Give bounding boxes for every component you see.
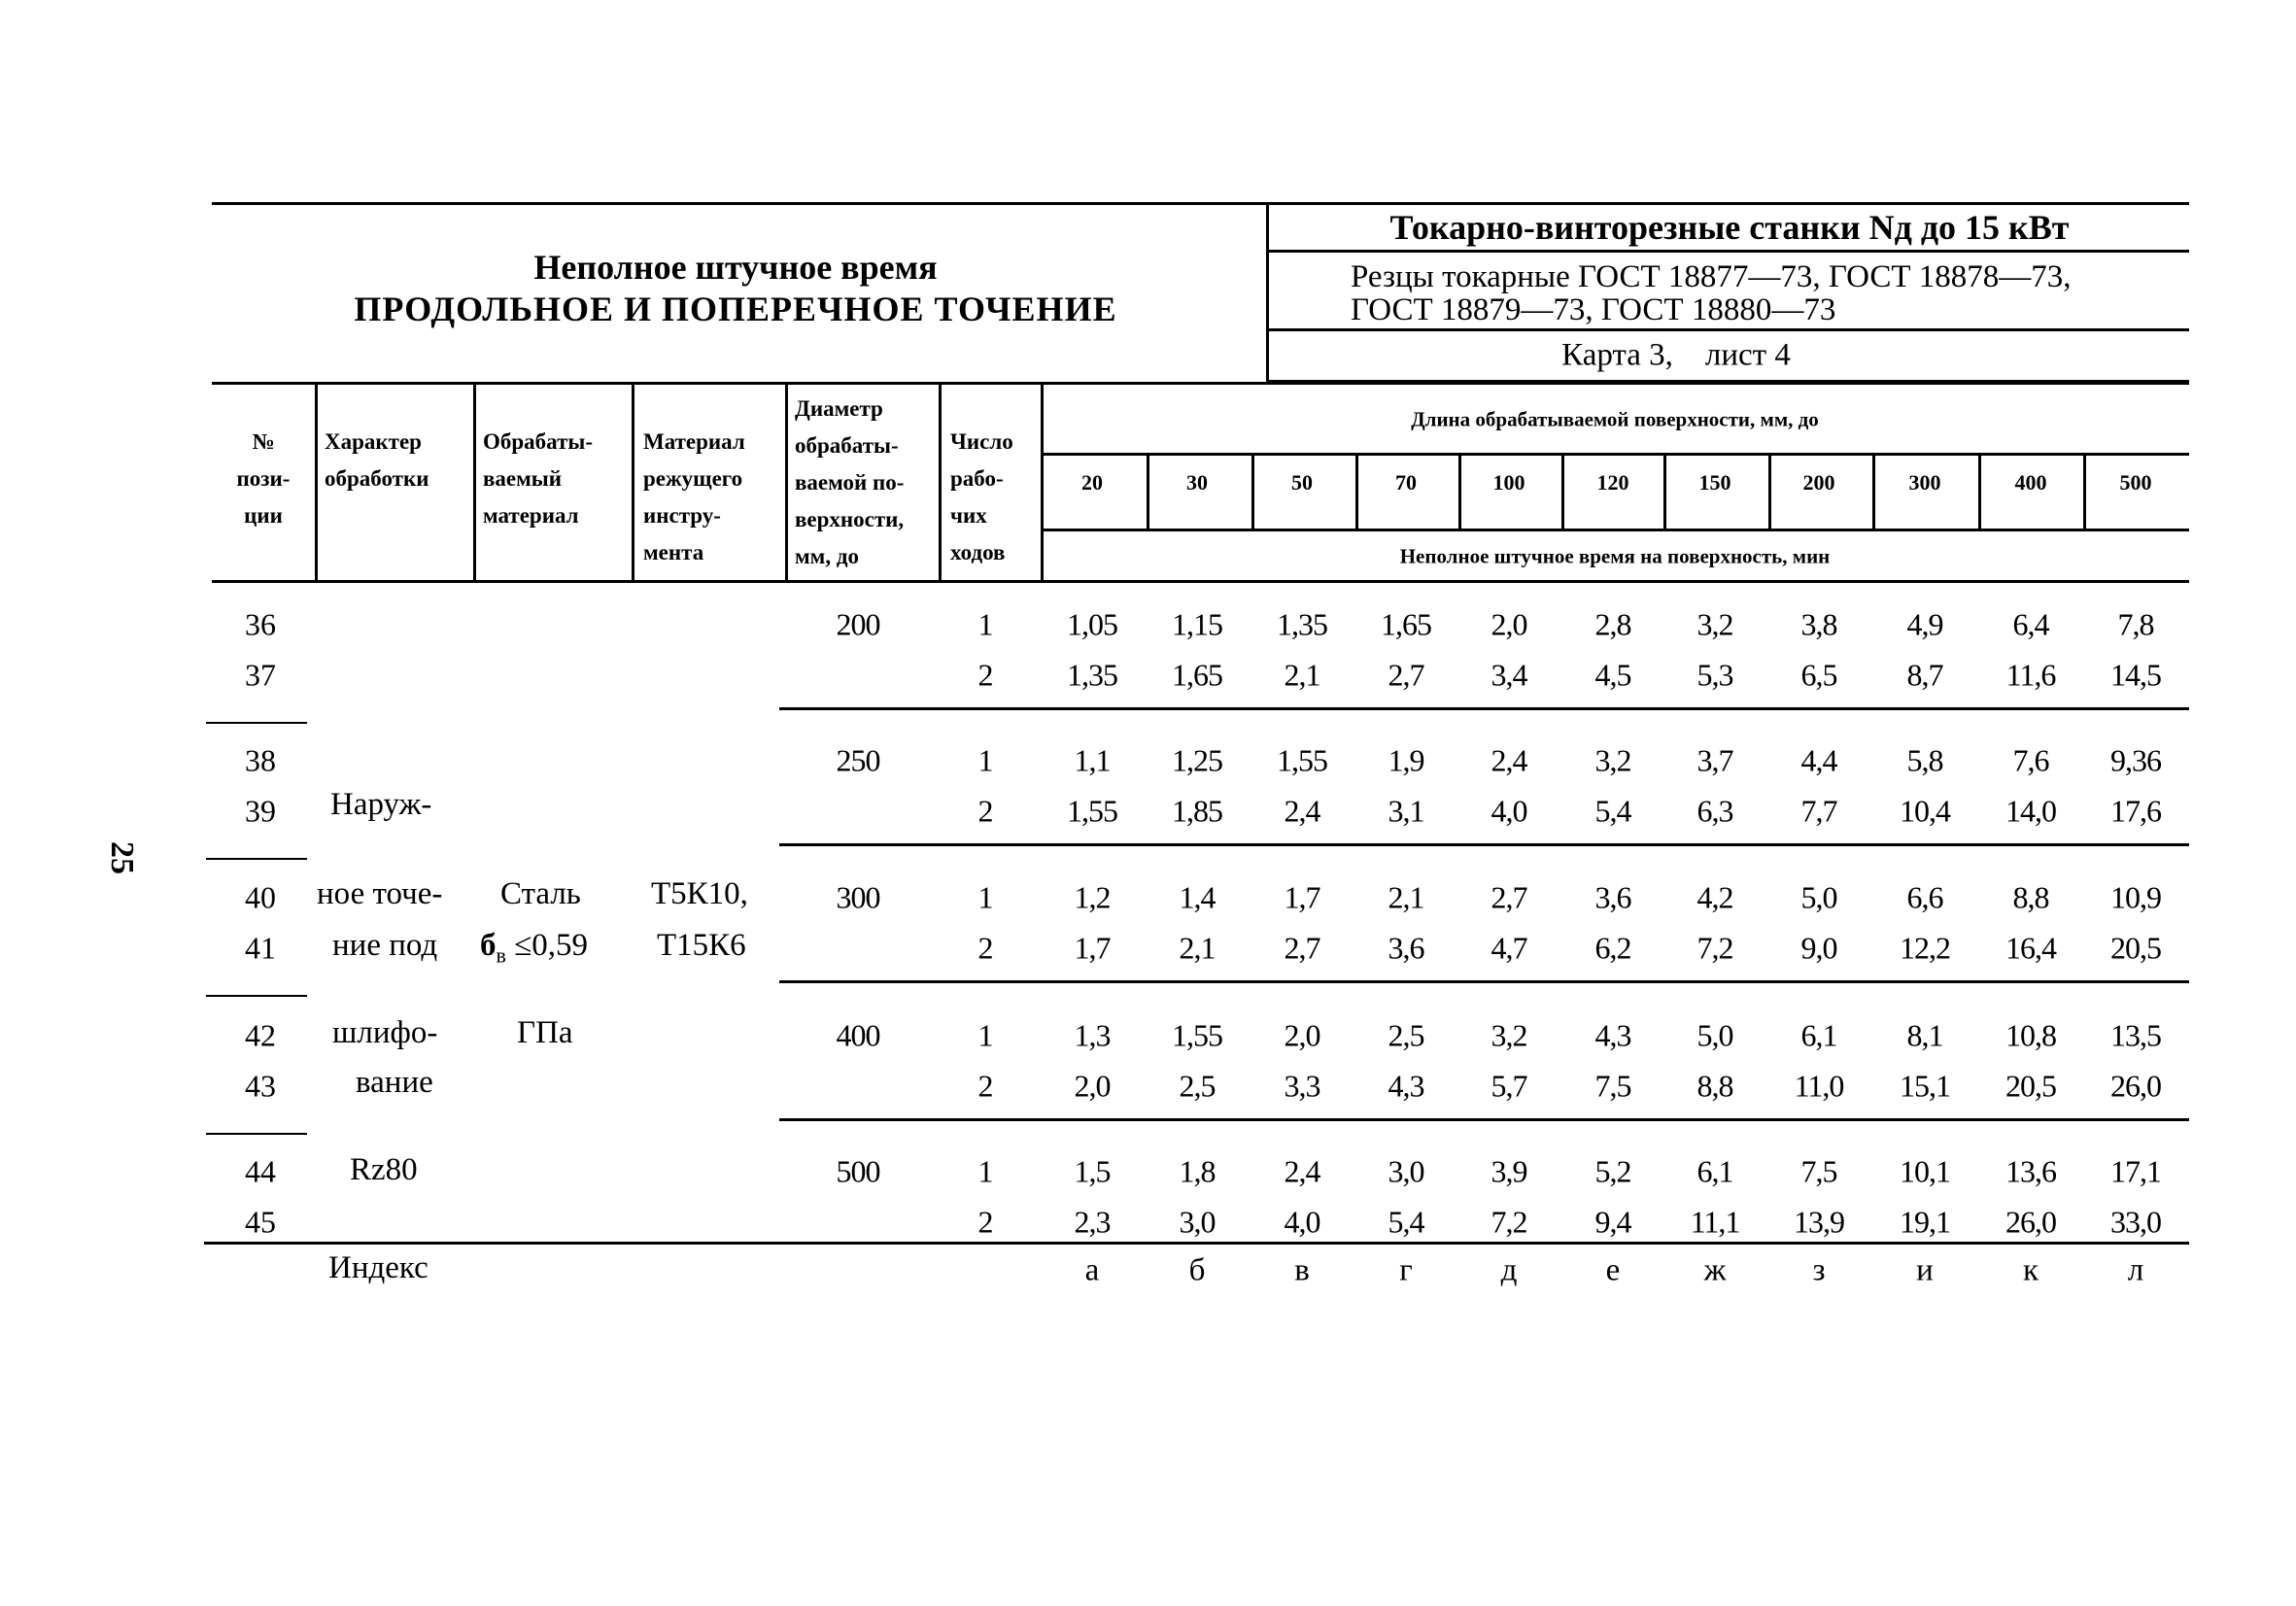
time-value-cell: 6,1	[1800, 1017, 1837, 1053]
length-col-sep	[1561, 453, 1564, 529]
length-col-sep	[1663, 453, 1666, 529]
time-value-cell: 11,0	[1794, 1068, 1844, 1104]
processing-line-1: Наруж-	[330, 787, 432, 822]
time-value-cell: 3,1	[1388, 793, 1424, 829]
time-value-cell: 20,5	[2005, 1068, 2056, 1104]
time-value-cell: 26,0	[2005, 1204, 2056, 1240]
passes-cell: 2	[977, 1068, 993, 1104]
time-value-cell: 6,6	[1906, 879, 1943, 915]
col-header-position: № пози- ции	[236, 429, 291, 528]
time-value-cell: 10,1	[1900, 1153, 1950, 1189]
title-line-2: ПРОДОЛЬНОЕ И ПОПЕРЕЧНОЕ ТОЧЕНИЕ	[354, 290, 1117, 328]
time-value-cell: 2,3	[1074, 1204, 1111, 1240]
time-value-cell: 7,7	[1800, 793, 1837, 829]
time-value-cell: 1,05	[1067, 606, 1117, 642]
index-letter: л	[2127, 1252, 2144, 1288]
material-line-2	[480, 928, 588, 969]
passes-cell: 2	[977, 1204, 993, 1240]
material-line-1: Сталь	[500, 876, 581, 911]
time-value-cell: 2,0	[1284, 1017, 1320, 1053]
length-col-sep	[1251, 453, 1254, 529]
col-header-diameter: Диаметр обрабаты- ваемой по- верхности, мм, до	[795, 396, 905, 568]
position-number: 44	[245, 1153, 276, 1189]
rule-top	[212, 202, 2189, 205]
time-value-cell: 14,5	[2110, 657, 2161, 693]
rule-length-header	[1041, 453, 2189, 456]
group-separator	[779, 1118, 2189, 1121]
time-value-cell: 2,1	[1284, 657, 1320, 693]
tools-standards	[1351, 260, 2072, 326]
material-sigma: б	[480, 928, 497, 963]
time-value-cell: 6,3	[1696, 793, 1733, 829]
rule-table-header-bottom	[212, 580, 2189, 583]
rule-table-bottom	[204, 1242, 2189, 1245]
time-value-cell: 1,35	[1277, 606, 1327, 642]
time-value-cell: 9,36	[2110, 742, 2161, 778]
time-value-cell: 2,0	[1491, 606, 1527, 642]
time-value-cell: 3,0	[1388, 1153, 1424, 1189]
time-value-cell: 9,4	[1594, 1204, 1631, 1240]
processing-line-3: ние под	[332, 928, 438, 963]
length-col-label: 300	[1908, 470, 1941, 495]
length-col-sep	[1978, 453, 1981, 529]
time-value-cell: 1,3	[1074, 1017, 1111, 1053]
time-value-cell: 2,7	[1388, 657, 1424, 693]
position-number: 41	[245, 930, 276, 966]
time-value-cell: 1,25	[1172, 742, 1222, 778]
material-line-3: ГПа	[517, 1015, 573, 1050]
index-letter: д	[1500, 1252, 1518, 1288]
time-value-cell: 14,0	[2005, 793, 2056, 829]
time-value-cell: 8,8	[1696, 1068, 1733, 1104]
processing-line-2: ное точе-	[317, 876, 443, 911]
length-col-sep	[2083, 453, 2086, 529]
passes-cell: 1	[977, 1153, 993, 1189]
position-number: 42	[245, 1017, 276, 1053]
time-value-cell: 5,2	[1594, 1153, 1631, 1189]
tool-line-2: Т15К6	[657, 928, 746, 963]
index-letter: ж	[1703, 1252, 1727, 1288]
title-line-1: Неполное штучное время	[533, 248, 938, 287]
time-value-cell: 8,7	[1906, 657, 1943, 693]
col-header-processing: Характер обработки	[325, 429, 429, 491]
rule-header-divider	[1266, 202, 1269, 383]
material-limit: ≤0,59	[505, 928, 589, 963]
diameter-cell: 300	[836, 879, 880, 915]
col-header-material: Обрабаты- ваемый материал	[483, 429, 594, 528]
passes-cell: 1	[977, 879, 993, 915]
time-value-cell: 3,7	[1696, 742, 1733, 778]
time-value-cell: 15,1	[1900, 1068, 1950, 1104]
time-value-cell: 7,6	[2012, 742, 2049, 778]
time-value-cell: 2,4	[1491, 742, 1527, 778]
time-value-cell: 1,15	[1172, 606, 1222, 642]
index-letter: и	[1916, 1252, 1934, 1288]
length-col-sep	[1768, 453, 1771, 529]
time-value-cell: 1,65	[1172, 657, 1222, 693]
time-value-cell: 33,0	[2110, 1204, 2161, 1240]
time-value-cell: 4,3	[1594, 1017, 1631, 1053]
time-value-cell: 2,0	[1074, 1068, 1111, 1104]
processing-line-4: шлифо-	[332, 1015, 438, 1050]
group-separator	[779, 980, 2189, 983]
length-col-label: 30	[1186, 470, 1208, 495]
time-value-cell: 4,9	[1906, 606, 1943, 642]
length-col-label: 120	[1596, 470, 1629, 495]
index-letter: г	[1399, 1252, 1413, 1288]
time-value-cell: 6,2	[1594, 930, 1631, 966]
time-value-cell: 3,9	[1491, 1153, 1527, 1189]
time-value-cell: 5,3	[1696, 657, 1733, 693]
length-col-label: 150	[1698, 470, 1731, 495]
time-value-cell: 2,5	[1388, 1017, 1424, 1053]
time-value-cell: 1,4	[1179, 879, 1216, 915]
position-group-separator	[206, 1133, 307, 1135]
col-sep-3	[632, 382, 634, 580]
rule-table-top	[212, 382, 2189, 385]
time-value-cell: 10,9	[2110, 879, 2161, 915]
time-value-cell: 2,8	[1594, 606, 1631, 642]
index-letter: б	[1188, 1252, 1206, 1288]
time-value-cell: 1,55	[1067, 793, 1117, 829]
length-col-label: 200	[1802, 470, 1835, 495]
index-label: Индекс	[328, 1250, 428, 1285]
position-number: 45	[245, 1204, 276, 1240]
col-header-tool-material: Материал режущего инстру- мента	[643, 429, 745, 564]
time-value-cell: 2,7	[1284, 930, 1320, 966]
time-value-cell: 10,4	[1900, 793, 1950, 829]
rule-header-2	[1266, 328, 2189, 331]
diameter-cell: 500	[836, 1153, 880, 1189]
time-value-cell: 3,0	[1179, 1204, 1216, 1240]
time-value-cell: 2,4	[1284, 793, 1320, 829]
diameter-cell: 400	[836, 1017, 880, 1053]
length-col-label: 20	[1081, 470, 1103, 495]
index-letter: к	[2022, 1252, 2039, 1288]
time-value-cell: 1,65	[1381, 606, 1431, 642]
time-value-cell: 3,6	[1594, 879, 1631, 915]
length-col-sep	[1147, 453, 1149, 529]
position-number: 43	[245, 1068, 276, 1104]
index-letter: в	[1294, 1252, 1310, 1288]
time-value-cell: 17,1	[2110, 1153, 2161, 1189]
time-value-cell: 11,6	[2005, 657, 2056, 693]
time-value-cell: 1,1	[1074, 742, 1111, 778]
group-separator	[779, 707, 2189, 710]
time-value-cell: 1,35	[1067, 657, 1117, 693]
time-value-cell: 6,1	[1696, 1153, 1733, 1189]
time-value-cell: 1,55	[1277, 742, 1327, 778]
position-group-separator	[206, 995, 307, 997]
time-value-cell: 4,5	[1594, 657, 1631, 693]
processing-line-5: вание	[356, 1065, 433, 1100]
tools-line-2: ГОСТ 18879—73, ГОСТ 18880—73	[1351, 292, 1836, 327]
time-value-cell: 26,0	[2110, 1068, 2161, 1104]
time-value-cell: 7,2	[1696, 930, 1733, 966]
time-value-cell: 4,0	[1491, 793, 1527, 829]
time-value-cell: 2,5	[1179, 1068, 1216, 1104]
time-value-cell: 1,85	[1172, 793, 1222, 829]
position-group-separator	[206, 858, 307, 860]
passes-cell: 1	[977, 742, 993, 778]
time-value-cell: 10,8	[2005, 1017, 2056, 1053]
time-header: Неполное штучное время на поверхность, мин	[1399, 544, 1831, 568]
time-value-cell: 5,7	[1491, 1068, 1527, 1104]
time-value-cell: 5,4	[1594, 793, 1631, 829]
time-value-cell: 17,6	[2110, 793, 2161, 829]
time-value-cell: 7,2	[1491, 1204, 1527, 1240]
group-separator	[779, 843, 2189, 846]
time-value-cell: 5,4	[1388, 1204, 1424, 1240]
time-value-cell: 2,1	[1388, 879, 1424, 915]
position-number: 39	[245, 793, 276, 829]
time-value-cell: 1,9	[1388, 742, 1424, 778]
time-value-cell: 4,3	[1388, 1068, 1424, 1104]
time-value-cell: 3,2	[1491, 1017, 1527, 1053]
page-number: 25	[104, 841, 140, 874]
time-value-cell: 13,5	[2110, 1017, 2161, 1053]
diameter-cell: 250	[836, 742, 880, 778]
length-col-label: 50	[1291, 470, 1313, 495]
position-number: 36	[245, 606, 276, 642]
time-value-cell: 4,4	[1800, 742, 1837, 778]
position-number: 38	[245, 742, 276, 778]
material-sigma-sub: в	[496, 942, 506, 968]
time-value-cell: 1,5	[1074, 1153, 1111, 1189]
col-header-passes: Число рабо- чих ходов	[950, 429, 1013, 564]
time-value-cell: 16,4	[2005, 930, 2056, 966]
time-value-cell: 1,2	[1074, 879, 1111, 915]
length-col-sep	[1458, 453, 1461, 529]
time-value-cell: 4,0	[1284, 1204, 1320, 1240]
tools-line-1: Резцы токарные ГОСТ 18877—73, ГОСТ 18878—73,	[1351, 259, 2072, 294]
index-letter: а	[1084, 1252, 1100, 1288]
time-value-cell: 7,5	[1800, 1153, 1837, 1189]
index-letter: е	[1605, 1252, 1621, 1288]
time-value-cell: 8,8	[2012, 879, 2049, 915]
time-value-cell: 5,0	[1696, 1017, 1733, 1053]
time-value-cell: 3,3	[1284, 1068, 1320, 1104]
time-value-cell: 13,6	[2005, 1153, 2056, 1189]
length-header: Длина обрабатываемой поверхности, мм, до	[1411, 407, 1819, 431]
time-value-cell: 1,55	[1172, 1017, 1222, 1053]
col-sep-6	[1041, 382, 1044, 580]
time-value-cell: 8,1	[1906, 1017, 1943, 1053]
time-value-cell: 3,4	[1491, 657, 1527, 693]
time-value-cell: 4,7	[1491, 930, 1527, 966]
col-sep-4	[785, 382, 788, 580]
length-col-label: 70	[1395, 470, 1417, 495]
time-value-cell: 3,8	[1800, 606, 1837, 642]
col-sep-1	[315, 382, 318, 580]
time-value-cell: 2,4	[1284, 1153, 1320, 1189]
time-value-cell: 2,7	[1491, 879, 1527, 915]
time-value-cell: 2,1	[1179, 930, 1216, 966]
card-sheet-label: Карта 3, лист 4	[1561, 337, 1791, 373]
rule-length-values	[1041, 529, 2189, 531]
passes-cell: 1	[977, 1017, 993, 1053]
tool-line-1: Т5К10,	[651, 876, 748, 911]
length-col-sep	[1355, 453, 1358, 529]
processing-line-6: Rz80	[350, 1152, 418, 1187]
time-value-cell: 19,1	[1900, 1204, 1950, 1240]
time-value-cell: 4,2	[1696, 879, 1733, 915]
passes-cell: 2	[977, 657, 993, 693]
time-value-cell: 7,5	[1594, 1068, 1631, 1104]
time-value-cell: 6,4	[2012, 606, 2049, 642]
machine-header: Токарно-винторезные станки Nд до 15 кВт	[1389, 208, 2070, 247]
time-value-cell: 1,8	[1179, 1153, 1216, 1189]
time-value-cell: 7,8	[2117, 606, 2154, 642]
passes-cell: 1	[977, 606, 993, 642]
rule-header-1	[1266, 250, 2189, 253]
time-value-cell: 5,0	[1800, 879, 1837, 915]
time-value-cell: 11,1	[1690, 1204, 1740, 1240]
length-col-label: 400	[2014, 470, 2047, 495]
time-value-cell: 3,2	[1594, 742, 1631, 778]
time-value-cell: 13,9	[1794, 1204, 1844, 1240]
position-number: 37	[245, 657, 276, 693]
passes-cell: 2	[977, 930, 993, 966]
time-value-cell: 9,0	[1800, 930, 1837, 966]
time-value-cell: 3,2	[1696, 606, 1733, 642]
time-value-cell: 3,6	[1388, 930, 1424, 966]
time-value-cell: 5,8	[1906, 742, 1943, 778]
index-letter: з	[1812, 1252, 1826, 1288]
length-col-label: 100	[1492, 470, 1525, 495]
col-sep-2	[473, 382, 476, 580]
length-col-label: 500	[2119, 470, 2152, 495]
time-value-cell: 20,5	[2110, 930, 2161, 966]
position-number: 40	[245, 879, 276, 915]
time-value-cell: 1,7	[1074, 930, 1111, 966]
position-group-separator	[206, 722, 307, 724]
time-value-cell: 12,2	[1900, 930, 1950, 966]
length-col-sep	[1872, 453, 1875, 529]
time-value-cell: 1,7	[1284, 879, 1320, 915]
diameter-cell: 200	[836, 606, 880, 642]
passes-cell: 2	[977, 793, 993, 829]
time-value-cell: 6,5	[1800, 657, 1837, 693]
